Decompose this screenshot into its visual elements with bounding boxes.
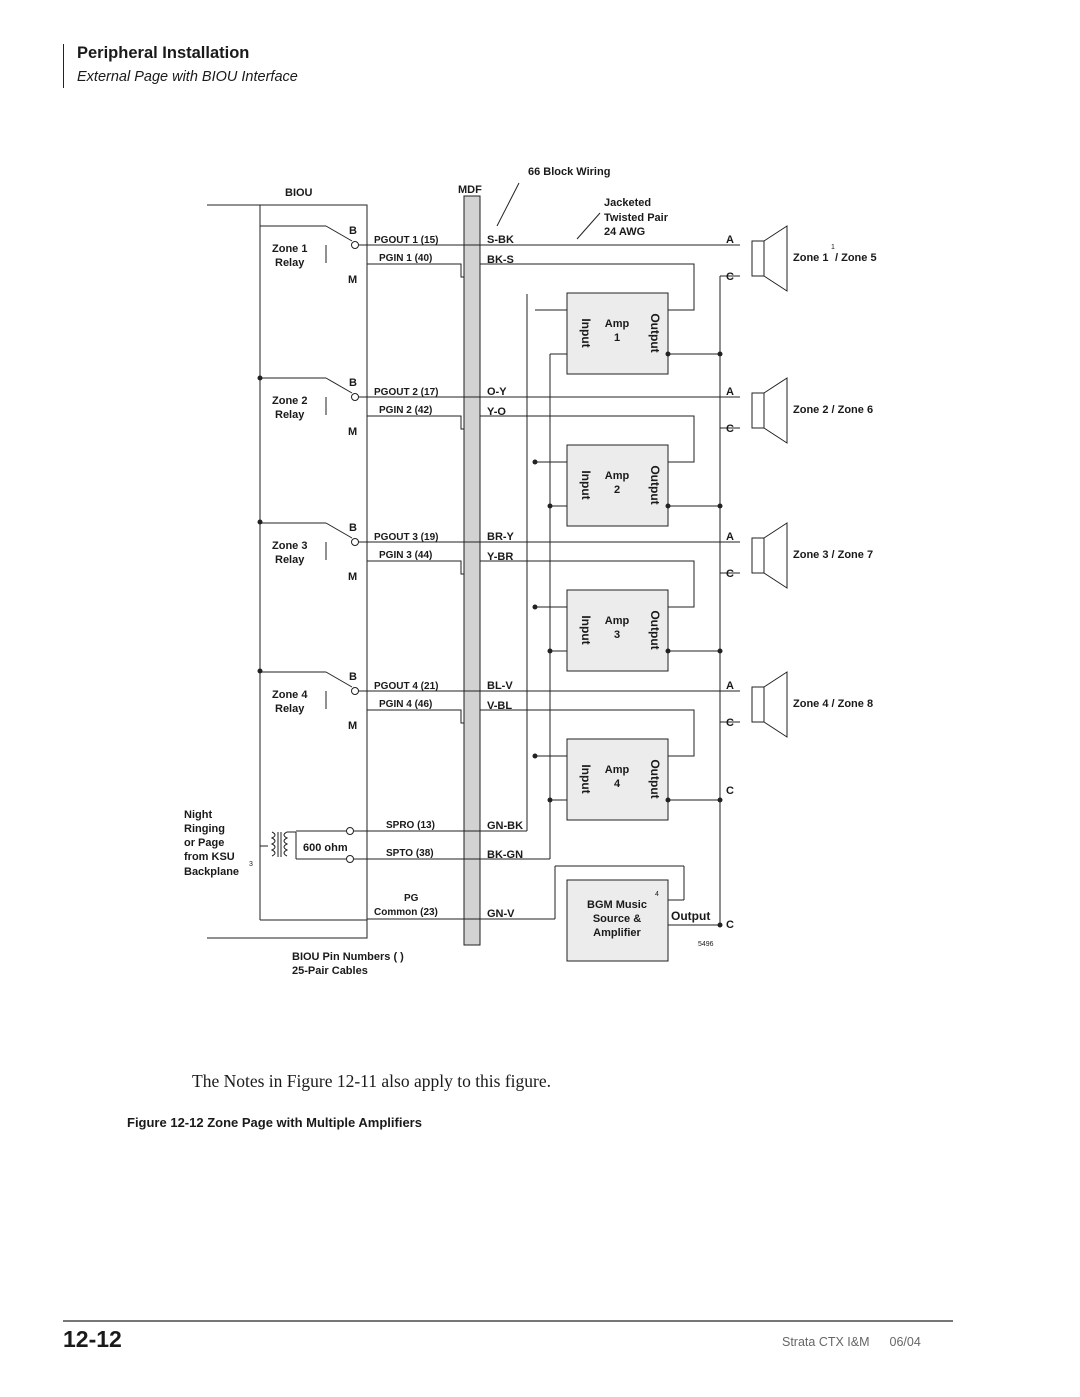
pgin-4-wire bbox=[367, 710, 464, 723]
amp-4-number: 4 bbox=[613, 778, 621, 790]
zone-2-label: Zone 2 bbox=[272, 395, 308, 407]
wire-a-3-label: BR-Y bbox=[487, 531, 514, 543]
wire-a-1-label: S-BK bbox=[487, 234, 514, 246]
amp-4-label: Amp bbox=[604, 764, 630, 776]
night-superscript: 3 bbox=[249, 861, 253, 868]
pgout-2-label: PGOUT 2 (17) bbox=[374, 387, 439, 398]
amp-4-output-label: Output bbox=[648, 759, 662, 799]
zone-2-relay-label: Relay bbox=[275, 409, 305, 421]
bgm-line-1: BGM Music bbox=[587, 899, 647, 911]
bgm-line-2: Source & bbox=[592, 913, 642, 925]
amp-4-out-pin bbox=[666, 798, 671, 803]
figure-note: The Notes in Figure 12-11 also apply to this figure. bbox=[192, 1071, 552, 1091]
gn-bk-label: GN-BK bbox=[487, 820, 524, 832]
amp-1-out-pin bbox=[666, 352, 671, 357]
amp-1-input-label: Input bbox=[579, 318, 593, 348]
night-line-5: Backplane bbox=[184, 866, 240, 878]
amp-2-number: 2 bbox=[613, 484, 621, 496]
terminal-a-2: A bbox=[726, 386, 734, 398]
spro-label: SPRO (13) bbox=[386, 820, 435, 831]
zone-1-relay-label: Relay bbox=[275, 257, 305, 269]
twisted-pair-label: Twisted Pair bbox=[604, 212, 668, 224]
zone-1-m-label: M bbox=[348, 274, 358, 286]
amp-1-label: Amp bbox=[604, 318, 630, 330]
amp-1-number: 1 bbox=[613, 332, 621, 344]
amp-1-output-label: Output bbox=[648, 313, 662, 353]
amp4-c-terminal: C bbox=[726, 785, 734, 797]
night-line-1: Night bbox=[184, 809, 213, 821]
zone-4-b-label: B bbox=[349, 671, 357, 683]
amp-4-input-label: Input bbox=[579, 764, 593, 794]
wire-a-2-label: O-Y bbox=[487, 386, 507, 398]
speaker-2-label: Zone 2 / Zone 6 bbox=[793, 404, 874, 416]
relay-1-b-terminal bbox=[352, 242, 359, 249]
zone-3-m-label: M bbox=[348, 571, 358, 583]
zone-2-b-label: B bbox=[349, 377, 357, 389]
terminal-a-4: A bbox=[726, 680, 734, 692]
speaker-3-label: Zone 3 / Zone 7 bbox=[793, 549, 874, 561]
pgout-3-label: PGOUT 3 (19) bbox=[374, 532, 439, 543]
speaker-1-label-b: / Zone 5 bbox=[835, 252, 877, 264]
amp-3-input-label: Input bbox=[579, 615, 593, 645]
jacketed-label: Jacketed bbox=[604, 197, 652, 209]
speaker-3-magnet bbox=[752, 538, 764, 573]
speaker-4-label: Zone 4 / Zone 8 bbox=[793, 698, 874, 710]
speaker-1-superscript: 1 bbox=[831, 244, 835, 251]
terminal-c-1: C bbox=[726, 271, 734, 283]
pgin-2-label: PGIN 2 (42) bbox=[379, 405, 433, 416]
page-number: 12-12 bbox=[63, 1326, 122, 1352]
speaker-1-label: Zone 1 bbox=[793, 252, 829, 264]
mdf-label: MDF bbox=[458, 184, 482, 196]
pg-label: PG bbox=[404, 893, 419, 904]
amp-3-label: Amp bbox=[604, 615, 630, 627]
amp-2-hi-dot bbox=[533, 460, 538, 465]
zone-3-wiring bbox=[260, 523, 787, 671]
pgin-2-wire bbox=[367, 416, 464, 429]
night-line-3: or Page bbox=[184, 837, 225, 849]
spto-label: SPTO (38) bbox=[386, 848, 434, 859]
wire-b-4-label: V-BL bbox=[487, 700, 513, 712]
biou-pin-note: BIOU Pin Numbers ( ) bbox=[292, 951, 404, 963]
terminal-c-2: C bbox=[726, 423, 734, 435]
wire-b-1-label: BK-S bbox=[487, 254, 514, 266]
night-line-4: from KSU bbox=[184, 851, 235, 863]
section-subtitle: External Page with BIOU Interface bbox=[77, 69, 298, 85]
wire-b-2-label: Y-O bbox=[487, 406, 506, 418]
zone-4-m-label: M bbox=[348, 720, 358, 732]
night-line-2: Ringing bbox=[184, 823, 225, 835]
night-ringing-label bbox=[184, 809, 253, 878]
terminal-c-3: C bbox=[726, 568, 734, 580]
bgm-output-label: Output bbox=[671, 909, 711, 923]
pgin-3-label: PGIN 3 (44) bbox=[379, 550, 433, 561]
pgin-4-label: PGIN 4 (46) bbox=[379, 699, 433, 710]
speaker-4-cone bbox=[764, 672, 787, 737]
bgm-c-terminal: C bbox=[726, 919, 734, 931]
wire-a-4-label: BL-V bbox=[487, 680, 513, 692]
zone-4-relay-label: Relay bbox=[275, 703, 305, 715]
zone-2-wiring bbox=[260, 378, 787, 526]
amp-3-out-pin bbox=[666, 649, 671, 654]
ohm-label: 600 ohm bbox=[303, 842, 348, 854]
bgm-line-3: Amplifier bbox=[593, 927, 641, 939]
wire-b-3-label: Y-BR bbox=[487, 551, 514, 563]
pgin-1-wire bbox=[367, 264, 464, 277]
gn-v-label: GN-V bbox=[487, 908, 515, 920]
zone-3-b-label: B bbox=[349, 522, 357, 534]
speaker-2-cone bbox=[764, 378, 787, 443]
footer-date: 06/04 bbox=[889, 1335, 921, 1349]
zone-1-label: Zone 1 bbox=[272, 243, 308, 255]
pgin-3-wire bbox=[367, 561, 464, 574]
terminal-a-3: A bbox=[726, 531, 734, 543]
speaker-1-magnet bbox=[752, 241, 764, 276]
awg-label: 24 AWG bbox=[604, 226, 646, 238]
amp-2-output-label: Output bbox=[648, 465, 662, 505]
pgout-1-label: PGOUT 1 (15) bbox=[374, 235, 439, 246]
relay-4-b-terminal bbox=[352, 688, 359, 695]
speaker-2-magnet bbox=[752, 393, 764, 428]
biou-label: BIOU bbox=[285, 187, 313, 199]
speaker-3-cone bbox=[764, 523, 787, 588]
block-wiring-label: 66 Block Wiring bbox=[528, 166, 611, 178]
zone-4-wiring bbox=[260, 672, 787, 820]
amp-2-input-label: Input bbox=[579, 470, 593, 500]
zone-3-label: Zone 3 bbox=[272, 540, 308, 552]
amp-4-hi-dot bbox=[533, 754, 538, 759]
amp-3-hi-dot bbox=[533, 605, 538, 610]
speaker-1-cone bbox=[764, 226, 787, 291]
zone-4-label: Zone 4 bbox=[272, 689, 308, 701]
footer-product: Strata CTX I&M bbox=[782, 1335, 870, 1349]
footer-rule bbox=[63, 1320, 953, 1322]
amp-2-label: Amp bbox=[604, 470, 630, 482]
figure-code: 5496 bbox=[698, 941, 714, 948]
figure-caption: Figure 12-12 Zone Page with Multiple Amplifiers bbox=[127, 1115, 422, 1130]
zone-2-m-label: M bbox=[348, 426, 358, 438]
zone-1-wiring bbox=[260, 226, 787, 374]
speaker-4-magnet bbox=[752, 687, 764, 722]
pgin-1-label: PGIN 1 (40) bbox=[379, 253, 433, 264]
zone-1-b-label: B bbox=[349, 225, 357, 237]
bk-gn-label: BK-GN bbox=[487, 849, 524, 861]
terminal-c-4: C bbox=[726, 717, 734, 729]
zone-3-relay-label: Relay bbox=[275, 554, 305, 566]
pair-cables-label: 25-Pair Cables bbox=[292, 965, 368, 977]
amp-3-output-label: Output bbox=[648, 610, 662, 650]
pg-common-label: Common (23) bbox=[374, 907, 438, 918]
bgm-superscript: 4 bbox=[655, 891, 659, 898]
relay-3-b-terminal bbox=[352, 539, 359, 546]
terminal-a-1: A bbox=[726, 234, 734, 246]
relay-2-b-terminal bbox=[352, 394, 359, 401]
pgout-4-label: PGOUT 4 (21) bbox=[374, 681, 439, 692]
footer-info bbox=[782, 1335, 921, 1349]
section-title: Peripheral Installation bbox=[77, 44, 250, 62]
amp-3-number: 3 bbox=[613, 629, 621, 641]
amp-2-out-pin bbox=[666, 504, 671, 509]
